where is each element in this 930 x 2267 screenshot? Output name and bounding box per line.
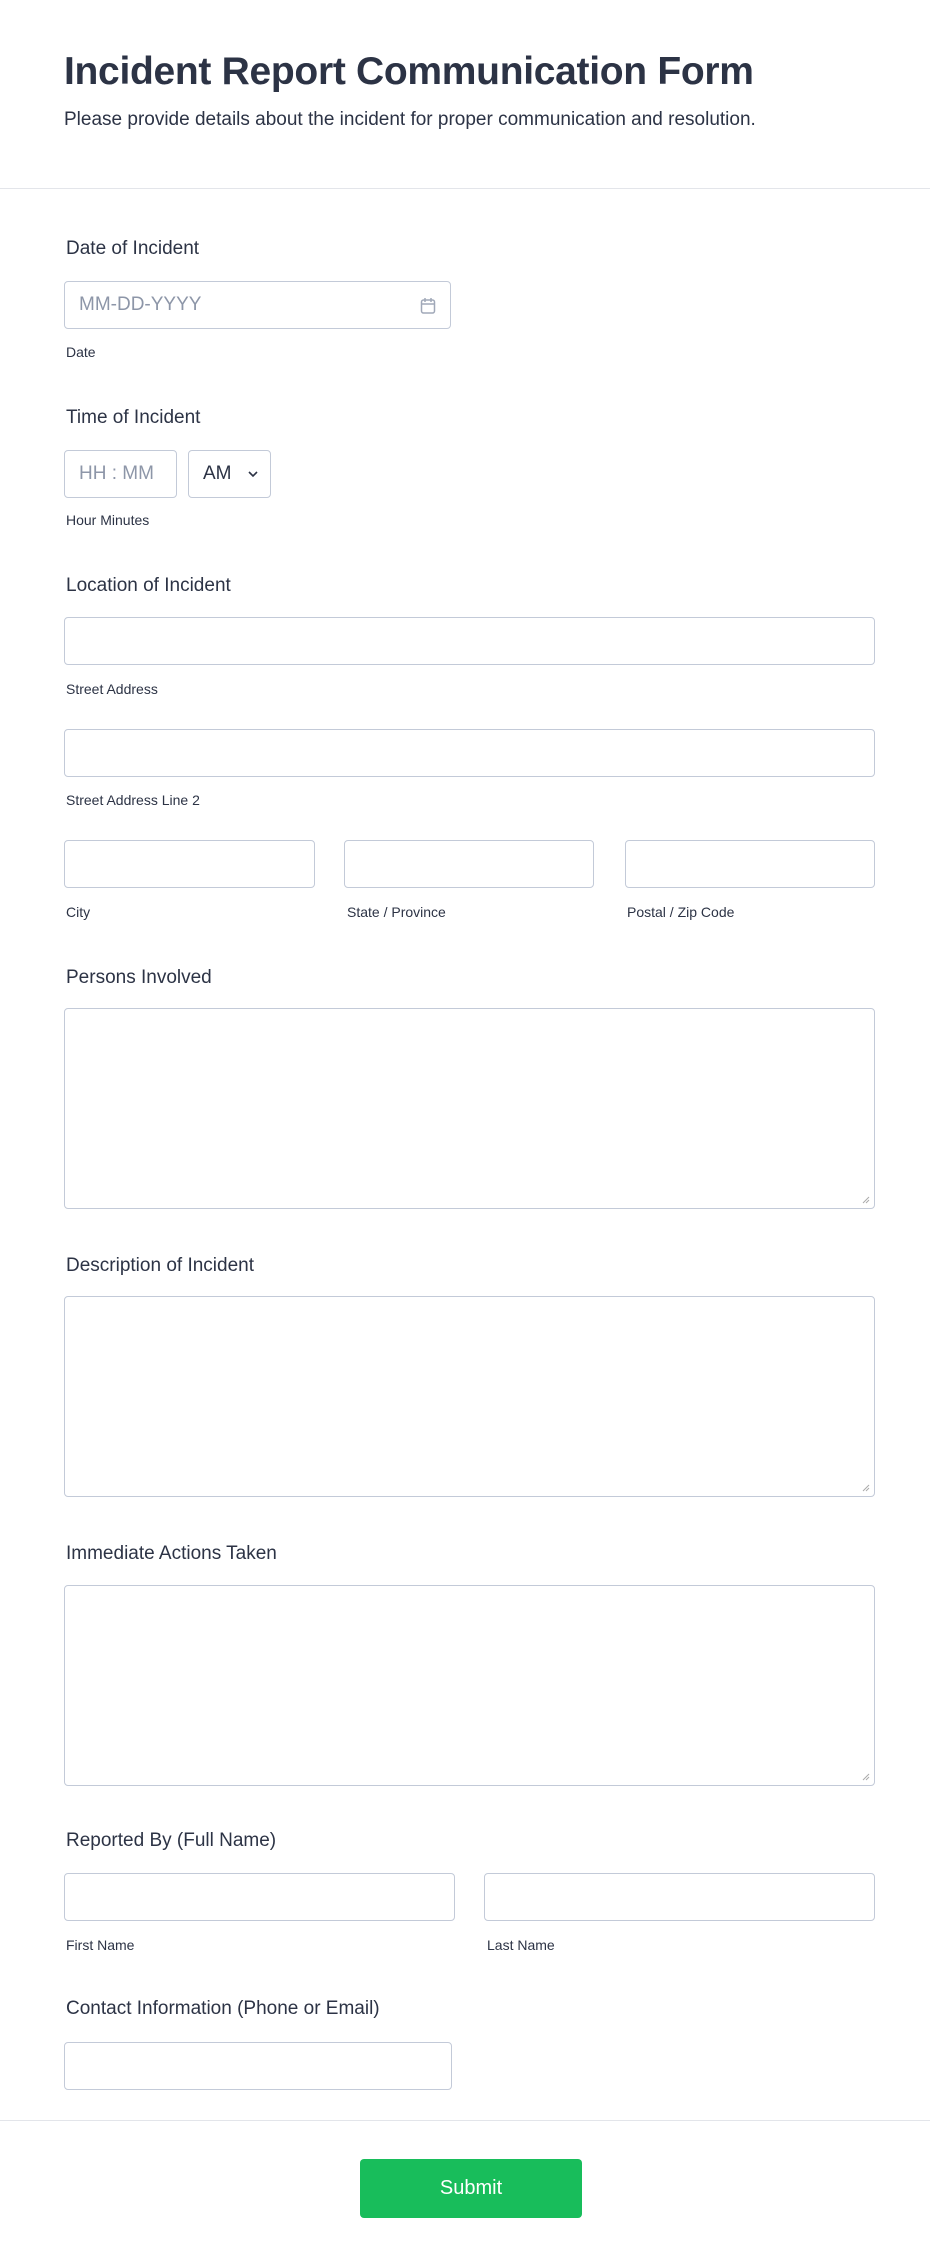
time-input[interactable]: [64, 450, 177, 498]
persons-label: Persons Involved: [66, 967, 212, 988]
state-input[interactable]: [344, 840, 594, 888]
city-input[interactable]: [64, 840, 315, 888]
ampm-value: AM: [203, 463, 232, 484]
reporter-label: Reported By (Full Name): [66, 1830, 277, 1851]
date-placeholder: MM-DD-YYYY: [79, 294, 202, 315]
description-textarea[interactable]: [64, 1296, 875, 1497]
resize-handle-icon[interactable]: [862, 1196, 870, 1204]
state-sublabel: State / Province: [347, 904, 446, 920]
footer-divider: [0, 2120, 930, 2121]
description-label: Description of Incident: [66, 1255, 254, 1276]
time-placeholder: HH : MM: [79, 463, 154, 484]
calendar-icon[interactable]: [420, 297, 436, 315]
form-title: Incident Report Communication Form: [64, 50, 754, 93]
last-name-input[interactable]: [484, 1873, 875, 1921]
time-sublabel: Hour Minutes: [66, 512, 150, 528]
form-subtitle: Please provide details about the incident for proper communication and resolution.: [64, 109, 756, 130]
chevron-down-icon: [248, 471, 258, 478]
submit-button[interactable]: Submit: [360, 2159, 582, 2218]
header-divider: [0, 188, 930, 189]
street-address-line2-input[interactable]: [64, 729, 875, 777]
location-label: Location of Incident: [66, 575, 231, 596]
date-label: Date of Incident: [66, 238, 200, 259]
last-name-sublabel: Last Name: [487, 1937, 555, 1953]
actions-label: Immediate Actions Taken: [66, 1543, 277, 1564]
time-label: Time of Incident: [66, 407, 201, 428]
persons-textarea[interactable]: [64, 1008, 875, 1209]
date-sublabel: Date: [66, 344, 96, 360]
zip-sublabel: Postal / Zip Code: [627, 904, 735, 920]
date-input[interactable]: [64, 281, 451, 329]
contact-label: Contact Information (Phone or Email): [66, 1998, 380, 2019]
street-address-sublabel: Street Address: [66, 681, 158, 697]
contact-input[interactable]: [64, 2042, 452, 2090]
resize-handle-icon[interactable]: [862, 1484, 870, 1492]
street-address-line2-sublabel: Street Address Line 2: [66, 792, 200, 808]
first-name-input[interactable]: [64, 1873, 455, 1921]
first-name-sublabel: First Name: [66, 1937, 135, 1953]
resize-handle-icon[interactable]: [862, 1773, 870, 1781]
actions-textarea[interactable]: [64, 1585, 875, 1786]
city-sublabel: City: [66, 904, 91, 920]
zip-input[interactable]: [625, 840, 875, 888]
street-address-input[interactable]: [64, 617, 875, 665]
ampm-select[interactable]: [188, 450, 271, 498]
